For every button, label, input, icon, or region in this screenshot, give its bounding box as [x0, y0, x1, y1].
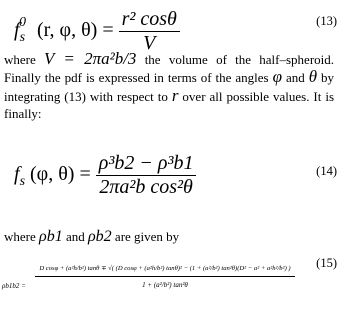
equation-13-body — [14, 8, 180, 55]
eq15-lhs: ρb1b2 = — [2, 282, 26, 290]
eq13-lhs-sub: s — [19, 30, 26, 46]
eq14-lhs: f — [14, 163, 20, 186]
theta-symbol: θ — [308, 67, 318, 87]
para2-text-a: where — [4, 229, 36, 244]
equation-number-13: (13) — [316, 14, 337, 28]
para1-and: and — [285, 70, 305, 86]
equation-14 — [0, 150, 343, 204]
rho-b1: ρb1 — [39, 228, 63, 245]
eq15-denominator: 1 + (a²/b²) tan²θ — [142, 281, 188, 289]
paragraph-1 — [4, 50, 334, 123]
equation-15 — [0, 256, 343, 326]
eq14-fraction — [96, 152, 197, 199]
eq14-lhs-sub: s — [19, 174, 26, 190]
eq14-numerator: ρ³b2 − ρ³b1 — [98, 152, 194, 174]
equation-13 — [0, 2, 343, 54]
volume-expression: V = 2πa²b/3 — [44, 49, 137, 68]
equation-number-14: (14) — [316, 164, 337, 178]
para2-text-b: are given by — [114, 229, 180, 244]
eq15-numerator: D cosφ + (a²h/b²) tanθ ∓ √( (D cosφ + (a²h/b²) tanθ)² − (1 + (a²/b²) tan²θ)(D² − a² + a²h²/b²) ) — [39, 265, 291, 272]
phi-symbol: φ — [272, 67, 282, 87]
para1-text-b: the volume of the half–spheroid. Finally the pdf is expressed in terms of the angles — [4, 52, 335, 86]
equation-14-body — [14, 152, 196, 199]
r-symbol: r — [171, 85, 179, 105]
rho-b2: ρb2 — [87, 228, 112, 245]
para2-and: and — [65, 229, 85, 244]
para1-text-d: over all possible values. It is finally: — [4, 88, 335, 122]
para1-text-a: where — [4, 52, 36, 67]
eq15-fraction — [30, 264, 300, 291]
eq14-args: (φ, θ) = — [30, 163, 91, 186]
eq14-denominator: 2πa²b cos²θ — [99, 176, 193, 198]
eq13-numerator: r² cosθ — [121, 8, 177, 30]
eq13-lhs-sup: 0 — [19, 15, 27, 31]
eq13-fraction — [119, 8, 180, 55]
paragraph-2 — [4, 228, 334, 245]
para1-text-c: by integrating (13) with respect to — [4, 70, 335, 104]
equation-number-15: (15) — [316, 256, 337, 270]
eq13-denominator: V — [143, 32, 156, 54]
eq13-lhs: f — [14, 19, 20, 42]
eq13-args: (r, φ, θ) = — [37, 19, 114, 42]
